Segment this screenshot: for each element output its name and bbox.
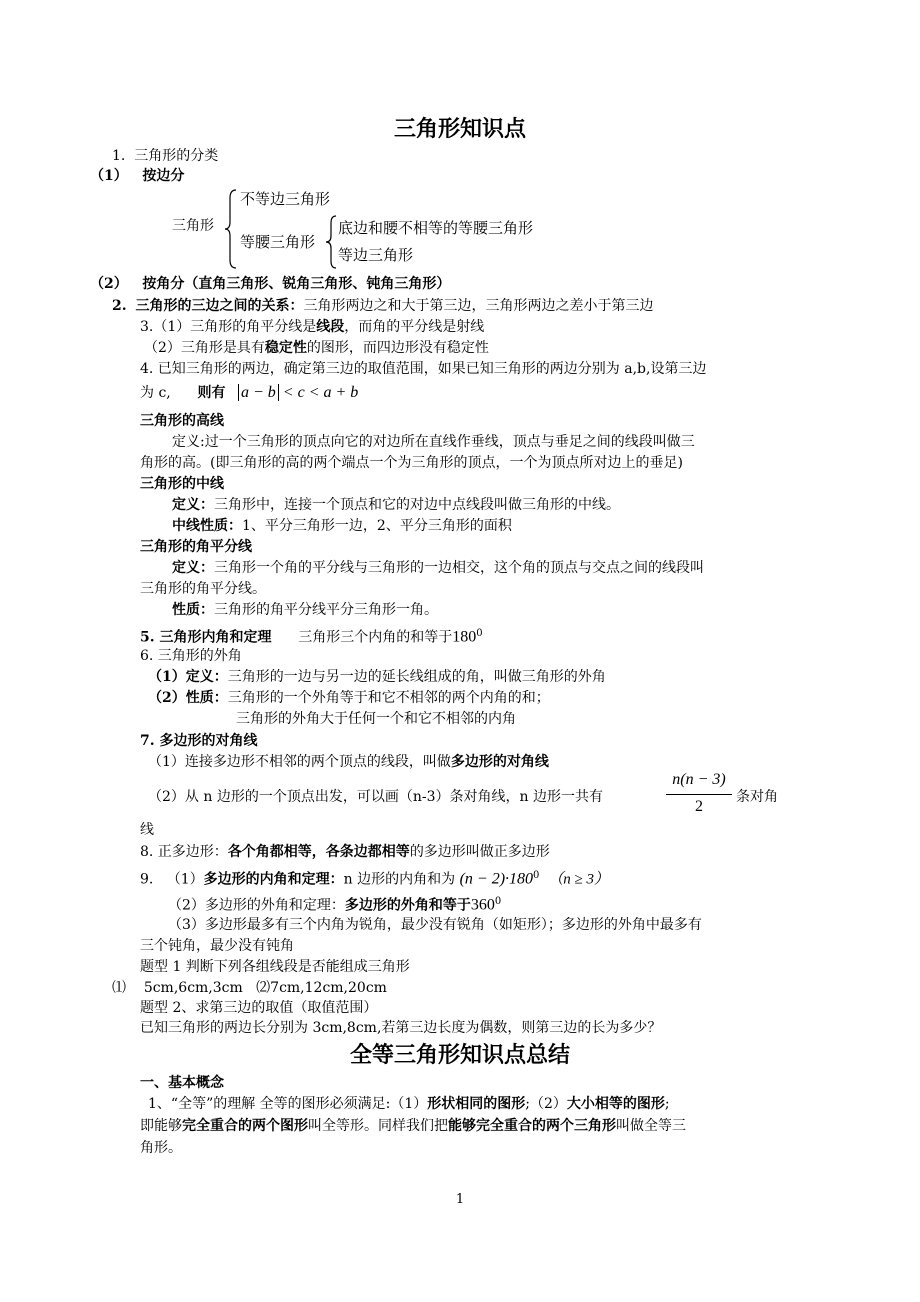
text: ;	[664, 1096, 670, 1112]
section-7b-wrap: 线	[140, 822, 154, 838]
section-1	[112, 146, 218, 166]
bisector-prop	[172, 600, 438, 620]
text: 三角形中，连接一个顶点和它的对边中点线段叫做三角形的中线。	[214, 497, 620, 513]
concept-p3: 角形。	[140, 1140, 182, 1156]
section-9b	[168, 892, 501, 916]
section-text: 三角形两边之差小于第三边	[485, 298, 654, 314]
section-7b: （2）从 n 边形的一个顶点出发，可以画（n-3）条对角线，n 边形一共有	[148, 789, 603, 805]
text: 的图形，而四边形没有稳定性	[306, 340, 489, 356]
section-3a	[140, 317, 484, 337]
emphasis: 形状相同的图形	[427, 1096, 526, 1112]
label: （1）定义：	[148, 669, 228, 685]
bisector-heading: 三角形的角平分线	[140, 539, 252, 555]
emphasis: 大小相等的图形	[566, 1096, 665, 1112]
section-9c-cont: 三个钝角，最少没有钝角	[140, 938, 294, 954]
question-2-text: 已知三角形的两边长分别为 3cm,8cm,若第三边长度为偶数，则第三边的长为多少？	[140, 1020, 662, 1036]
question-type-1: 题型 1 判断下列各组线段是否能组成三角形	[140, 959, 410, 975]
concept-heading: 一、基本概念	[140, 1075, 224, 1091]
section-1a	[90, 166, 184, 186]
bisector-def	[172, 558, 704, 578]
section-text: 三角形两边之和大于第三边，	[303, 298, 486, 314]
text: ;（2）	[525, 1096, 567, 1112]
section-heading: 三角形的三边之间的关系：	[135, 298, 304, 314]
section-5	[140, 624, 483, 648]
text: 3.（1）三角形的角平分线是	[140, 319, 317, 335]
abs-value: a − b	[238, 384, 279, 401]
text: 三角形三个内角的和等于	[298, 629, 453, 646]
page-number: 1	[455, 1192, 465, 1207]
text: （2）多边形的外角和定理：	[168, 897, 345, 914]
fraction-denominator: 2	[695, 798, 703, 815]
section-number: 9.	[140, 871, 154, 888]
emphasis: 各个角都相等，各条边都相等	[227, 844, 410, 860]
emphasis: 多边形的外角和等于	[344, 897, 471, 914]
concept-p1	[148, 1094, 670, 1114]
emphasis: 则有	[197, 385, 226, 401]
text: 叫做全等三	[616, 1118, 686, 1134]
section-7b-end: 条对角	[736, 789, 778, 805]
formula: (n − 2)·180	[459, 870, 534, 888]
section-6-def	[148, 667, 606, 687]
section-1b	[90, 274, 450, 294]
text: 过一个三角形的顶点向它的对边所在直线作垂线，顶点与垂足之间的线段叫做三	[204, 434, 695, 450]
text: 三角形一个角的平分线与三角形的一边相交，这个角的顶点与交点之间的线段叫	[214, 560, 704, 576]
superscript: 0	[533, 870, 540, 881]
subsection-text: 按边分	[142, 168, 185, 184]
value: 360	[470, 896, 495, 914]
superscript: 0	[476, 628, 483, 639]
value: 180	[452, 628, 477, 646]
tree-branch-scalene: 不等边三角形	[240, 190, 331, 208]
page-title: 三角形知识点	[393, 116, 526, 142]
text: 即能够	[140, 1118, 182, 1134]
section-6-prop-2: 三角形的外角大于任何一个和它不相邻的内角	[236, 711, 516, 727]
section-heading: 5. 三角形内角和定理	[140, 629, 272, 646]
label: 中线性质：	[172, 518, 242, 534]
text: 1、平分三角形一边，2、平分三角形的面积	[242, 518, 512, 534]
subsection-number: （1）	[90, 168, 128, 184]
section-4-line1: 4. 已知三角形的两边，确定第三边的取值范围，如果已知三角形的两边分别为 a,b,设第三边	[140, 361, 707, 377]
median-heading: 三角形的中线	[140, 476, 224, 492]
condition: （n ≥ 3）	[548, 871, 610, 888]
text: 8. 正多边形：	[140, 844, 228, 860]
text: 叫全等形。同样我们把	[308, 1118, 448, 1134]
section-7-heading: 7. 多边形的对角线	[140, 733, 258, 749]
text: 三角形的一边与另一边的延长线组成的角，叫做三角形的外角	[227, 669, 606, 685]
text: 1、“全等”的理解 全等的图形必须满足:（1）	[148, 1096, 428, 1112]
concept-p2	[140, 1116, 686, 1136]
fraction-numerator: n(n − 3)	[672, 771, 726, 788]
section-2	[112, 296, 654, 316]
inequality-formula	[238, 383, 358, 403]
altitude-def-cont: 角形的高。(即三角形的高的两个端点一个为三角形的顶点，一个为顶点所对边上的垂足)	[140, 455, 683, 471]
emphasis: 完全重合的两个图形	[182, 1118, 308, 1134]
text: 三角形的角平分线平分三角形一角。	[214, 602, 438, 618]
label: 定义：	[172, 497, 214, 513]
median-def	[172, 495, 620, 515]
subsection-text: 按角分（直角三角形、锐角三角形、钝角三角形）	[142, 276, 451, 292]
section-7a	[148, 752, 549, 772]
subsection-number: （2）	[90, 276, 128, 292]
section-4-line2	[140, 383, 225, 403]
text: n 边形的内角和为	[343, 871, 456, 888]
option-number: ⑴	[112, 980, 126, 996]
section-9a	[140, 866, 609, 890]
formula-rest: < c < a + b	[278, 384, 359, 401]
text: 三角形的一个外角等于和它不相邻的两个内角的和；	[227, 690, 550, 706]
emphasis: 线段	[316, 319, 345, 335]
section-9c: （3）多边形最多有三个内角为锐角，最少没有锐角（如矩形）；多边形的外角中最多有	[168, 917, 702, 933]
left-brace-icon	[224, 188, 238, 270]
section-3b	[144, 338, 489, 358]
section-6-heading: 6. 三角形的外角	[140, 648, 242, 664]
text: 为 c,	[140, 385, 171, 401]
text: （1）连接多边形不相邻的两个顶点的线段，叫做	[148, 754, 451, 770]
left-brace-icon	[324, 214, 338, 270]
section-6-prop	[148, 688, 550, 708]
text: 的多边形叫做正多边形	[409, 844, 550, 860]
label: （1）	[166, 871, 204, 888]
altitude-heading: 三角形的高线	[140, 413, 224, 429]
emphasis: 多边形的内角和定理：	[203, 871, 344, 888]
superscript: 0	[494, 896, 502, 907]
tree-root: 三角形	[172, 218, 214, 234]
bisector-def-cont: 三角形的角平分线。	[140, 581, 266, 597]
option: 5cm,6cm,3cm	[143, 980, 243, 996]
question-1-options	[112, 978, 387, 998]
section-8	[140, 842, 550, 862]
label: 性质：	[172, 602, 214, 618]
section-title: 全等三角形知识点总结	[349, 1042, 570, 1068]
label: 定义:	[172, 434, 205, 450]
altitude-def	[172, 432, 695, 452]
emphasis: 能够完全重合的两个三角形	[448, 1118, 616, 1134]
label: （2）性质：	[148, 690, 228, 706]
text: （2）三角形是具有	[144, 340, 265, 356]
tree-branch-equilateral: 等边三角形	[338, 246, 414, 264]
tree-branch-isosceles-unequal: 底边和腰不相等的等腰三角形	[338, 219, 534, 237]
section-number: 2.	[112, 298, 127, 314]
label: 定义：	[172, 560, 214, 576]
section-number: 1.	[112, 148, 126, 164]
emphasis: 稳定性	[264, 340, 307, 356]
text: ，而角的平分线是射线	[344, 319, 485, 335]
section-text: 三角形的分类	[134, 148, 219, 164]
emphasis: 多边形的对角线	[450, 754, 549, 770]
median-prop	[172, 516, 512, 536]
option: ⑵7cm,12cm,20cm	[256, 980, 387, 996]
fraction-bar	[666, 794, 732, 795]
tree-branch-isosceles: 等腰三角形	[240, 233, 316, 251]
question-type-2: 题型 2、求第三边的取值（取值范围）	[140, 1000, 378, 1016]
